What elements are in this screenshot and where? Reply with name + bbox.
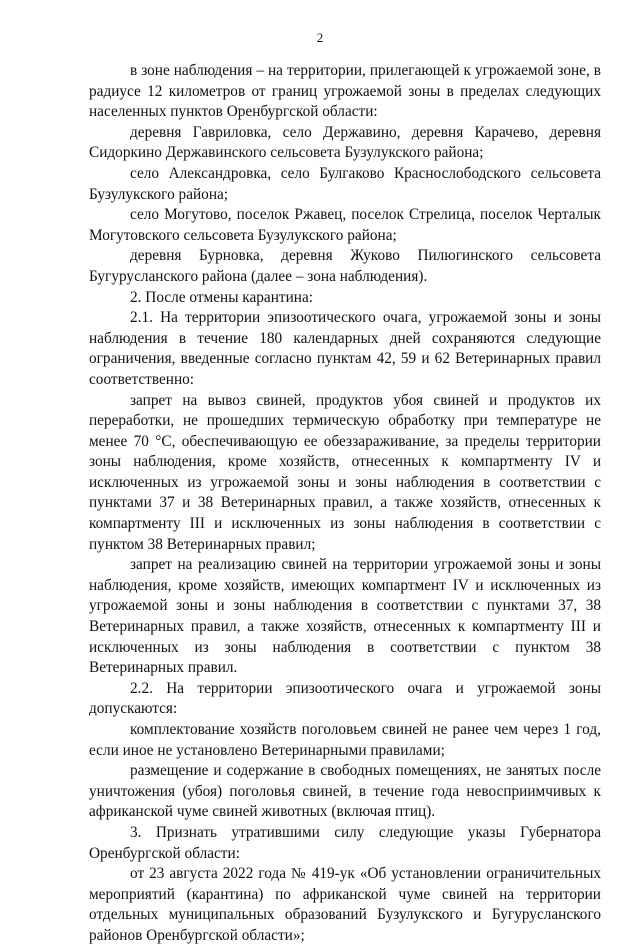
paragraph-section-2-2: 2.2. На территории эпизоотического очага и угрожаемой зоны допускаются: <box>89 679 601 718</box>
paragraph-restocking: комплектование хозяйств поголовьем свиней не ранее чем через 1 год, если иное не установлено Ветеринарными правилами; <box>89 721 601 759</box>
paragraph-section-3: 3. Признать утратившими силу следующие указы Губернатора Оренбургской области: <box>89 823 601 862</box>
document-body <box>89 61 601 947</box>
paragraph-decree-reference: от 23 августа 2022 года № 419-ук «Об установлении ограничительных мероприятий (карантина) по африканской чуме свиней на территории отдельных муниципальных образований Бузулукского и Бугурусланского районов Оренбургской области»; <box>89 865 601 944</box>
paragraph-observation-zone-intro: в зоне наблюдения – на территории, прилегающей к угрожаемой зоне, в радиусе 12 километров от границ угрожаемой зоны в пределах следующих населенных пунктов Оренбургской области: <box>89 62 601 121</box>
paragraph-pilyuginsky-settlements: деревня Бурновка, деревня Жуково Пилюгинского сельсовета Бугурусланского района (далее – зона наблюдения). <box>89 247 601 285</box>
paragraph-section-2-1: 2.1. На территории эпизоотического очага, угрожаемой зоны и зоны наблюдения в течение 180 календарных дней сохраняются следующие ограничения, введенные согласно пунктам 42, 59 и 62 Ветеринарных правил соответственно: <box>89 309 601 388</box>
paragraph-section-2-heading: 2. После отмены карантина: <box>130 288 314 306</box>
paragraph-housing-animals: размещение и содержание в свободных помещениях, не занятых после уничтожения (убоя) поголовья свиней, в течение года невосприимчивых к африканской чуме свиней животных (включая птиц). <box>89 762 601 821</box>
paragraph-mogutovsky-settlements: село Могутово, поселок Ржавец, поселок Стрелица, поселок Черталык Могутовского сельсовета Бузулукского района; <box>89 206 601 244</box>
paragraph-krasnoslobodsky-settlements: село Александровка, село Булгаково Краснослободского сельсовета Бузулукского района; <box>89 164 601 203</box>
page-number: 2 <box>316 30 324 45</box>
paragraph-export-ban: запрет на вывоз свиней, продуктов убоя свиней и продуктов их переработки, не прошедших термическую обработку при температуре не менее 70 °С, обеспечивающую ее обеззараживание, за пределы территории зоны наблюдения, кроме хозяйств, отнесенных к компартменту IV и исключенных из угрожаемой зоны и зоны наблюдения в соответствии с пунктами 37 и 38 Ветеринарных правил, а также хозяйств, отнесенных к компартменту III и исключенных из зоны наблюдения в соответствии с пунктом 38 Ветеринарных правил; <box>89 391 601 553</box>
paragraph-sale-ban: запрет на реализацию свиней на территории угрожаемой зоны и зоны наблюдения, кроме хозяйств, имеющих компартмент IV и исключенных из угрожаемой зоны и зоны наблюдения в соответствии с пунктами 37, 38 Ветеринарных правил, а также хозяйств, отнесенных к компартменту III и исключенных из зоны наблюдения в соответствии с пунктом 38 Ветеринарных правил. <box>89 556 601 677</box>
paragraph-derzhavinsky-settlements: деревня Гавриловка, село Державино, деревня Карачево, деревня Сидоркино Державинского сельсовета Бузулукского района; <box>89 123 601 162</box>
